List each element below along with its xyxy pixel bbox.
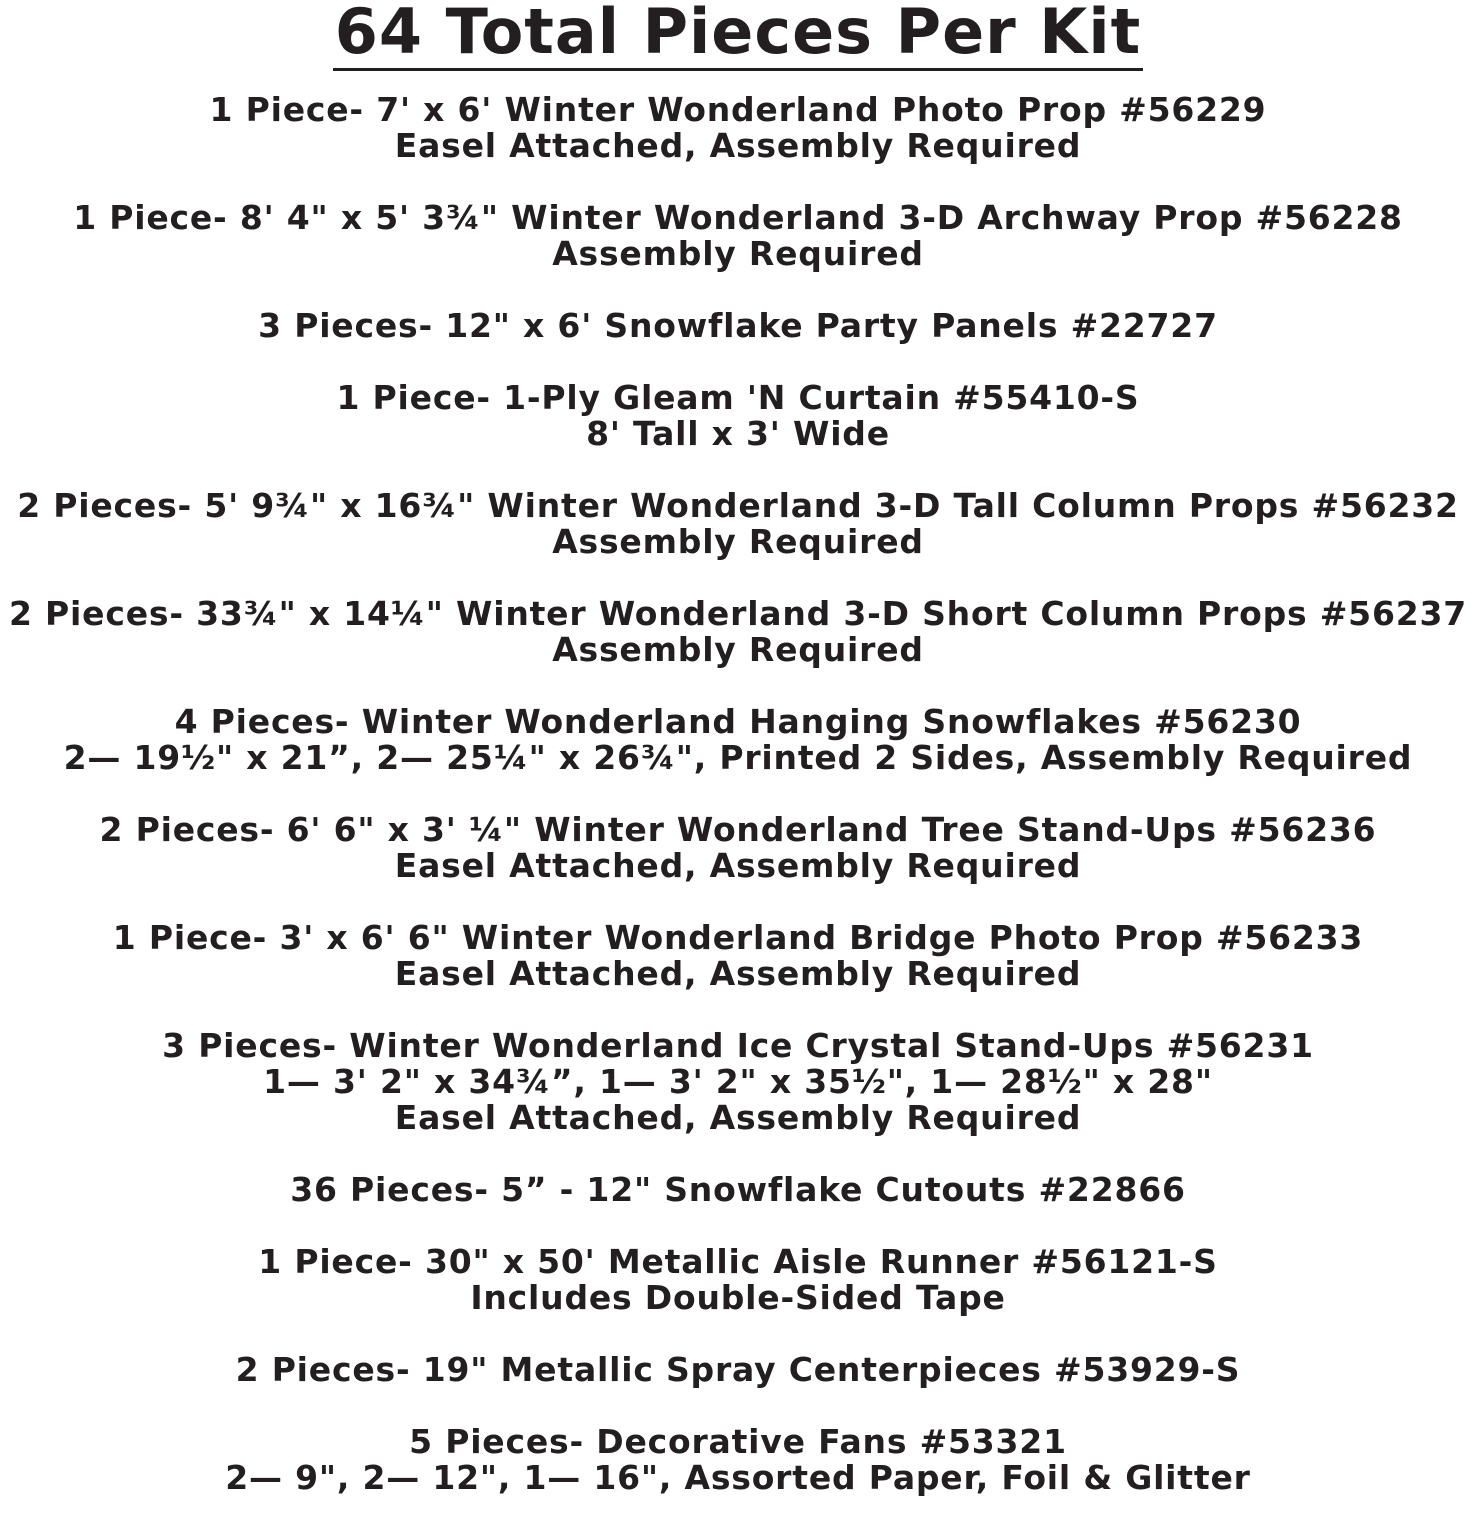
kit-item-detail: Easel Attached, Assembly Required (394, 1098, 1082, 1137)
kit-item-detail: Includes Double-Sided Tape (470, 1278, 1006, 1317)
kit-item (0, 380, 1476, 452)
kit-item-detail: 1— 3' 2" x 34¾”, 1— 3' 2" x 35½", 1— 28½" x 28" (263, 1062, 1213, 1101)
kit-item (0, 596, 1476, 668)
kit-item-heading: 4 Pieces- Winter Wonderland Hanging Snowflakes #56230 (174, 702, 1302, 741)
kit-item (0, 1424, 1476, 1496)
kit-item-heading: 1 Piece- 3' x 6' 6" Winter Wonderland Bridge Photo Prop #56233 (112, 918, 1364, 957)
kit-item-heading: 2 Pieces- 33¾" x 14¼" Winter Wonderland 3-D Short Column Props #56237 (9, 594, 1467, 633)
kit-item-detail: 8' Tall x 3' Wide (586, 414, 890, 453)
kit-item-heading: 2 Pieces- 6' 6" x 3' ¼" Winter Wonderland Tree Stand-Ups #56236 (99, 810, 1377, 849)
kit-item (0, 1028, 1476, 1136)
kit-item-detail: Assembly Required (552, 234, 924, 273)
kit-item-heading: 5 Pieces- Decorative Fans #53321 (409, 1422, 1067, 1461)
kit-item-heading: 2 Pieces- 19" Metallic Spray Centerpieces #53929-S (235, 1350, 1241, 1389)
kit-item-detail: 2— 9", 2— 12", 1— 16", Assorted Paper, Foil & Glitter (225, 1458, 1251, 1497)
kit-item (0, 308, 1476, 344)
kit-item-detail: 2— 19½" x 21”, 2— 25¼" x 26¾", Printed 2 Sides, Assembly Required (63, 738, 1413, 777)
kit-item-detail: Assembly Required (552, 522, 924, 561)
kit-item (0, 488, 1476, 560)
kit-item-heading: 1 Piece- 30" x 50' Metallic Aisle Runner #56121-S (258, 1242, 1218, 1281)
kit-item-heading: 3 Pieces- 12" x 6' Snowflake Party Panels #22727 (258, 306, 1218, 345)
kit-item-heading: 3 Pieces- Winter Wonderland Ice Crystal Stand-Ups #56231 (162, 1026, 1314, 1065)
kit-item (0, 704, 1476, 776)
kit-item-heading: 2 Pieces- 5' 9¾" x 16¾" Winter Wonderland 3-D Tall Column Props #56232 (17, 486, 1459, 525)
kit-item-list (0, 92, 1476, 1532)
kit-item-detail: Easel Attached, Assembly Required (394, 846, 1082, 885)
kit-item-heading: 36 Pieces- 5” - 12" Snowflake Cutouts #22866 (290, 1170, 1186, 1209)
kit-item (0, 1352, 1476, 1388)
kit-item-heading: 1 Piece- 7' x 6' Winter Wonderland Photo Prop #56229 (209, 90, 1267, 129)
kit-item (0, 812, 1476, 884)
kit-item (0, 1244, 1476, 1316)
kit-item (0, 92, 1476, 164)
kit-item-detail: Easel Attached, Assembly Required (394, 126, 1082, 165)
kit-item (0, 200, 1476, 272)
kit-item-detail: Easel Attached, Assembly Required (394, 954, 1082, 993)
page-title: 64 Total Pieces Per Kit (333, 0, 1143, 71)
kit-item (0, 920, 1476, 992)
title-container (0, 0, 1476, 71)
kit-item-heading: 1 Piece- 1-Ply Gleam 'N Curtain #55410-S (336, 378, 1140, 417)
kit-item-detail: Assembly Required (552, 630, 924, 669)
kit-item-heading: 1 Piece- 8' 4" x 5' 3¾" Winter Wonderland 3-D Archway Prop #56228 (73, 198, 1403, 237)
kit-item (0, 1172, 1476, 1208)
